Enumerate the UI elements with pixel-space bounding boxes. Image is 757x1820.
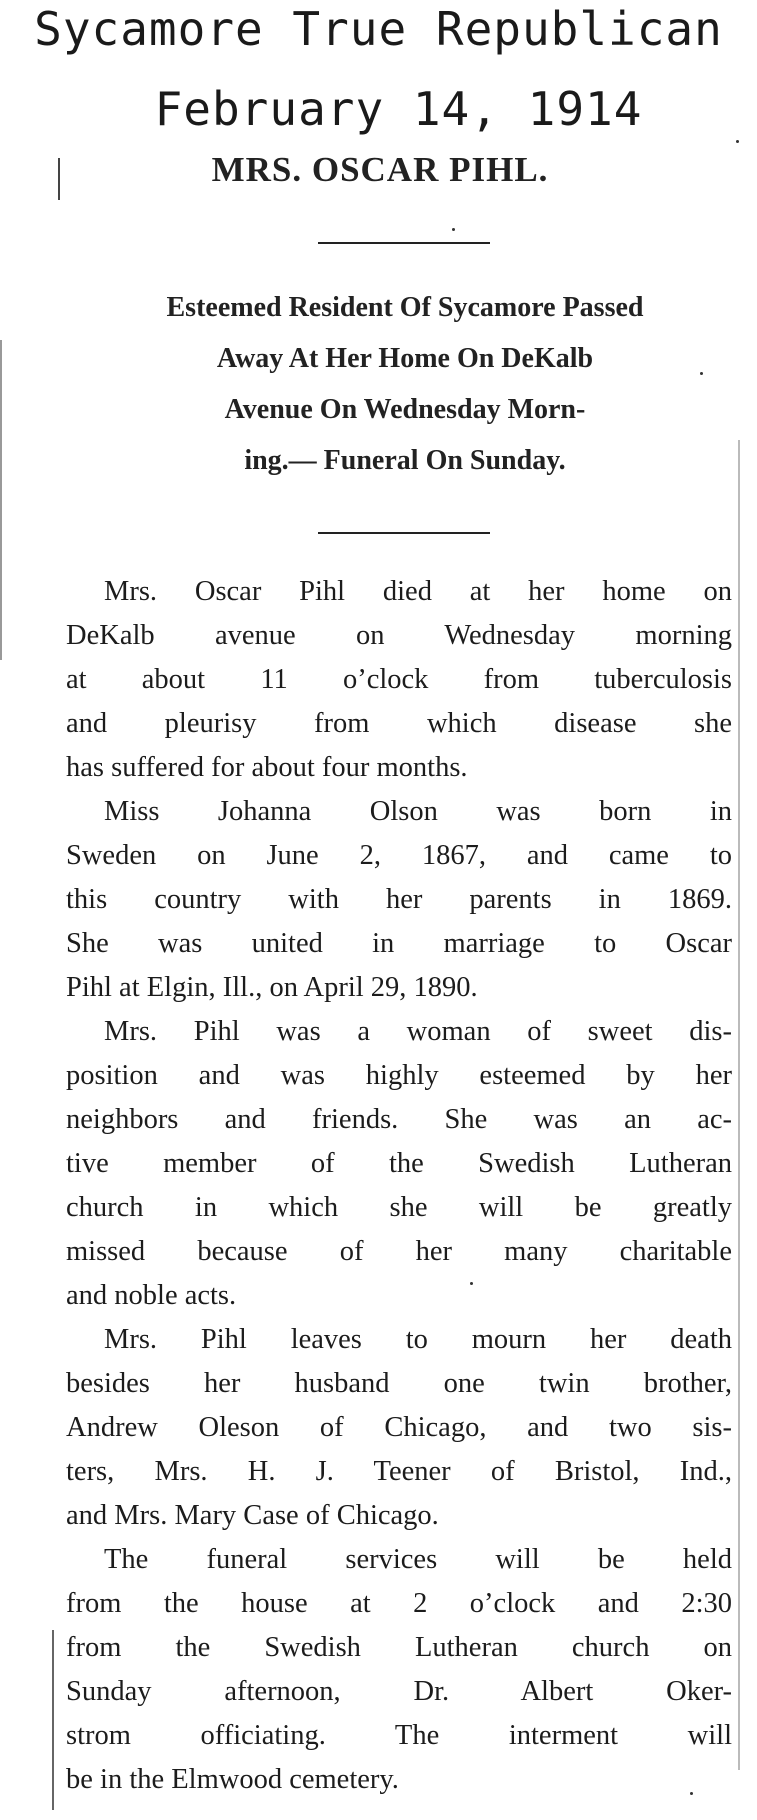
body-line: and noble acts.: [66, 1280, 237, 1311]
scan-speck: [452, 228, 455, 231]
deck-line: ing.— Funeral On Sunday.: [244, 445, 566, 476]
scan-speck: [736, 140, 739, 143]
body-line: Mrs. Oscar Pihl died at her home on: [104, 576, 732, 607]
body-line: position and was highly esteemed by her: [66, 1060, 732, 1091]
body-line: The funeral services will be held: [104, 1544, 732, 1575]
body-line: and pleurisy from which disease she: [66, 708, 732, 739]
scan-speck: [690, 1792, 693, 1795]
body-line: ters, Mrs. H. J. Teener of Bristol, Ind.,: [66, 1456, 732, 1487]
article-deck: [60, 282, 750, 486]
article-headline: MRS. OSCAR PIHL.: [211, 150, 549, 189]
body-line: She was united in marriage to Oscar: [66, 928, 732, 959]
body-line: Mrs. Pihl leaves to mourn her death: [104, 1324, 732, 1355]
body-line: from the house at 2 o’clock and 2:30: [66, 1588, 732, 1619]
deck-line: Away At Her Home On DeKalb: [216, 343, 594, 374]
body-line: neighbors and friends. She was an ac-: [66, 1104, 732, 1135]
deck-divider: [318, 532, 490, 534]
deck-line: Avenue On Wednesday Morn-: [224, 394, 586, 425]
scan-edge-mark: [52, 1630, 54, 1810]
scan-speck: [470, 1282, 473, 1285]
body-line: strom officiating. The interment will: [66, 1720, 732, 1751]
scan-edge-mark: [0, 340, 2, 660]
body-line: church in which she will be greatly: [66, 1192, 732, 1223]
body-line: DeKalb avenue on Wednesday morning: [66, 620, 732, 651]
body-line: Sunday afternoon, Dr. Albert Oker-: [66, 1676, 732, 1707]
body-line: at about 11 o’clock from tuberculosis: [66, 664, 732, 695]
body-line: tive member of the Swedish Lutheran: [66, 1148, 732, 1179]
column-rule: [738, 440, 740, 1770]
body-line: and Mrs. Mary Case of Chicago.: [66, 1500, 439, 1531]
body-line: besides her husband one twin brother,: [66, 1368, 732, 1399]
headline-divider: [318, 242, 490, 244]
body-line: Mrs. Pihl was a woman of sweet dis-: [104, 1016, 732, 1047]
body-line: missed because of her many charitable: [66, 1236, 732, 1267]
body-line: Andrew Oleson of Chicago, and two sis-: [66, 1412, 732, 1443]
body-line: from the Swedish Lutheran church on: [66, 1632, 732, 1663]
body-line: Sweden on June 2, 1867, and came to: [66, 840, 732, 871]
body-line: be in the Elmwood cemetery.: [66, 1764, 399, 1795]
body-line: Miss Johanna Olson was born in: [104, 796, 732, 827]
body-line: Pihl at Elgin, Ill., on April 29, 1890.: [66, 972, 478, 1003]
deck-line: Esteemed Resident Of Sycamore Passed: [166, 292, 644, 323]
body-line: has suffered for about four months.: [66, 752, 468, 783]
body-line: this country with her parents in 1869.: [66, 884, 732, 915]
article-body: [66, 570, 732, 1802]
newspaper-name: Sycamore True Republican: [34, 2, 723, 56]
publication-date: February 14, 1914: [154, 82, 643, 136]
scan-speck: [700, 372, 703, 375]
